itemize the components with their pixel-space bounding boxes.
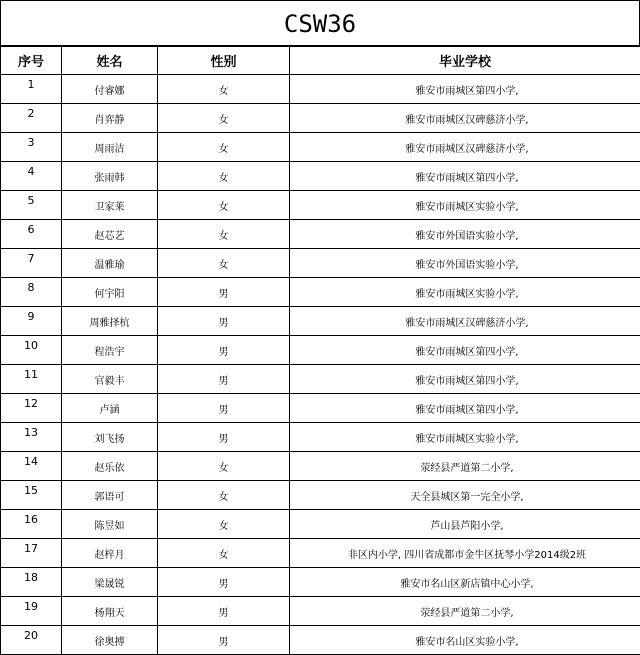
row-number: 2 <box>1 104 62 133</box>
graduation-school: 雅安市雨城区第四小学, <box>290 365 640 394</box>
graduation-school: 雅安市雨城区第四小学, <box>290 394 640 423</box>
student-gender: 女 <box>158 191 290 220</box>
student-name: 刘飞扬 <box>62 423 158 452</box>
student-gender: 男 <box>158 365 290 394</box>
row-number: 16 <box>1 510 62 539</box>
row-number: 3 <box>1 133 62 162</box>
student-gender: 男 <box>158 568 290 597</box>
student-name: 程浩宇 <box>62 336 158 365</box>
student-name: 陈昱如 <box>62 510 158 539</box>
student-gender: 男 <box>158 278 290 307</box>
table-row <box>1 191 640 220</box>
student-gender: 女 <box>158 452 290 481</box>
row-number: 14 <box>1 452 62 481</box>
table-row <box>1 423 640 452</box>
header-school: 毕业学校 <box>290 47 640 75</box>
student-gender: 女 <box>158 162 290 191</box>
student-name: 温雅瑜 <box>62 249 158 278</box>
table-row <box>1 626 640 655</box>
student-gender: 女 <box>158 75 290 104</box>
header-name: 姓名 <box>62 47 158 75</box>
row-number: 17 <box>1 539 62 568</box>
row-number: 10 <box>1 336 62 365</box>
graduation-school: 荥经县严道第二小学, <box>290 452 640 481</box>
header-row <box>1 47 640 75</box>
student-gender: 女 <box>158 220 290 249</box>
table-row <box>1 336 640 365</box>
student-gender: 男 <box>158 394 290 423</box>
student-name: 赵乐依 <box>62 452 158 481</box>
row-number: 11 <box>1 365 62 394</box>
table-row <box>1 133 640 162</box>
row-number: 9 <box>1 307 62 336</box>
row-number: 15 <box>1 481 62 510</box>
student-gender: 女 <box>158 510 290 539</box>
student-name: 何宇阳 <box>62 278 158 307</box>
graduation-school: 雅安市雨城区第四小学, <box>290 162 640 191</box>
student-gender: 男 <box>158 597 290 626</box>
table-row <box>1 104 640 133</box>
student-name: 周雨洁 <box>62 133 158 162</box>
row-number: 19 <box>1 597 62 626</box>
row-number: 4 <box>1 162 62 191</box>
student-name: 梁晟锐 <box>62 568 158 597</box>
row-number: 7 <box>1 249 62 278</box>
graduation-school: 雅安市雨城区第四小学, <box>290 336 640 365</box>
graduation-school: 雅安市雨城区实验小学, <box>290 423 640 452</box>
table-row <box>1 249 640 278</box>
graduation-school: 雅安市雨城区第四小学, <box>290 75 640 104</box>
graduation-school: 天全县城区第一完全小学, <box>290 481 640 510</box>
table-row <box>1 481 640 510</box>
row-number: 18 <box>1 568 62 597</box>
graduation-school: 雅安市雨城区汉碑慈济小学, <box>290 307 640 336</box>
student-name: 赵芯艺 <box>62 220 158 249</box>
graduation-school: 非区内小学, 四川省成都市金牛区抚琴小学2014级2班 <box>290 539 640 568</box>
student-name: 郭语可 <box>62 481 158 510</box>
student-gender: 男 <box>158 307 290 336</box>
table-row <box>1 394 640 423</box>
student-name: 肖弈静 <box>62 104 158 133</box>
row-number: 20 <box>1 626 62 655</box>
row-number: 5 <box>1 191 62 220</box>
student-gender: 女 <box>158 539 290 568</box>
row-number: 6 <box>1 220 62 249</box>
table-row <box>1 307 640 336</box>
row-number: 12 <box>1 394 62 423</box>
student-gender: 男 <box>158 626 290 655</box>
row-number: 1 <box>1 75 62 104</box>
graduation-school: 雅安市雨城区实验小学, <box>290 278 640 307</box>
student-gender: 女 <box>158 133 290 162</box>
table-row <box>1 597 640 626</box>
graduation-school: 雅安市雨城区汉碑慈济小学, <box>290 104 640 133</box>
student-name: 赵梓月 <box>62 539 158 568</box>
table-row <box>1 365 640 394</box>
table-row <box>1 220 640 249</box>
student-name: 官毅丰 <box>62 365 158 394</box>
student-gender: 男 <box>158 423 290 452</box>
student-name: 付睿娜 <box>62 75 158 104</box>
student-name: 张雨韩 <box>62 162 158 191</box>
table-row <box>1 75 640 104</box>
table-row <box>1 510 640 539</box>
table-row <box>1 162 640 191</box>
student-name: 卢涵 <box>62 394 158 423</box>
graduation-school: 雅安市外国语实验小学, <box>290 249 640 278</box>
student-gender: 女 <box>158 481 290 510</box>
graduation-school: 芦山县芦阳小学, <box>290 510 640 539</box>
table-row <box>1 539 640 568</box>
graduation-school: 雅安市雨城区汉碑慈济小学, <box>290 133 640 162</box>
graduation-school: 雅安市名山区实验小学, <box>290 626 640 655</box>
table-row <box>1 452 640 481</box>
table-row <box>1 568 640 597</box>
student-gender: 男 <box>158 336 290 365</box>
row-number: 13 <box>1 423 62 452</box>
table-row <box>1 278 640 307</box>
student-table <box>0 46 640 655</box>
student-gender: 女 <box>158 104 290 133</box>
header-number: 序号 <box>1 47 62 75</box>
graduation-school: 雅安市外国语实验小学, <box>290 220 640 249</box>
student-gender: 女 <box>158 249 290 278</box>
graduation-school: 雅安市雨城区实验小学, <box>290 191 640 220</box>
sheet-title: CSW36 <box>0 0 640 46</box>
student-name: 杨翔天 <box>62 597 158 626</box>
student-name: 周雅择杭 <box>62 307 158 336</box>
graduation-school: 荥经县严道第二小学, <box>290 597 640 626</box>
row-number: 8 <box>1 278 62 307</box>
student-name: 徐奥搏 <box>62 626 158 655</box>
header-gender: 性别 <box>158 47 290 75</box>
graduation-school: 雅安市名山区新店镇中心小学, <box>290 568 640 597</box>
student-name: 卫家莱 <box>62 191 158 220</box>
